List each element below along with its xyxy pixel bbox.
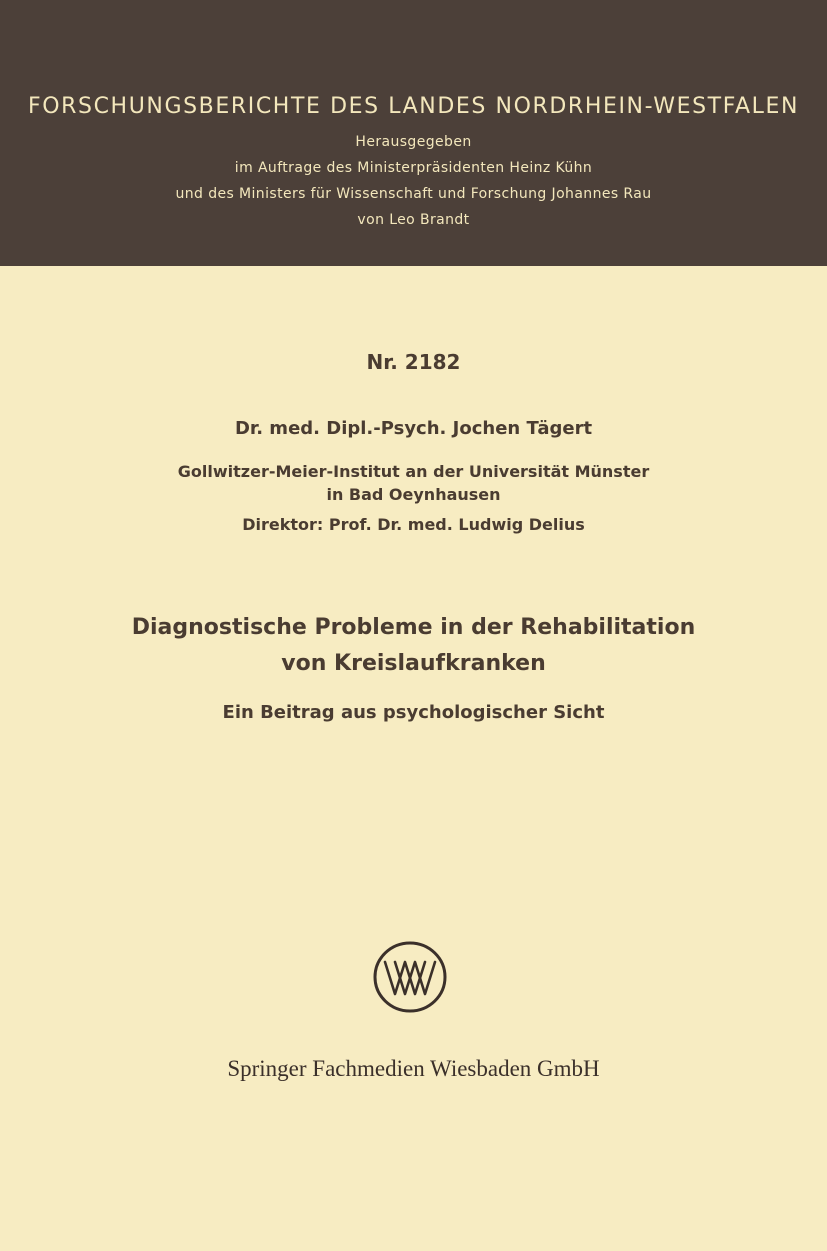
series-title: FORSCHUNGSBERICHTE DES LANDES NORDRHEIN-WESTFALEN: [27, 94, 800, 119]
editor-name: von Leo Brandt: [357, 212, 470, 228]
institution-location: in Bad Oeynhausen: [326, 485, 501, 504]
author-name: Dr. med. Dipl.-Psych. Jochen Tägert: [234, 418, 593, 439]
commission-line: im Auftrage des Ministerpräsidenten Heinz Kühn: [234, 160, 593, 176]
publisher-name: Springer Fachmedien Wiesbaden GmbH: [227, 1056, 600, 1081]
book-subtitle: Ein Beitrag aus psychologischer Sicht: [222, 702, 605, 723]
editor-label: Herausgegeben: [355, 134, 472, 150]
series-header-band: [0, 0, 827, 266]
book-title-line2: von Kreislaufkranken: [281, 651, 546, 676]
institution-name: Gollwitzer-Meier-Institut an der Universität Münster: [177, 462, 650, 481]
publisher-logo-icon: [372, 940, 448, 1014]
institute-director: Direktor: Prof. Dr. med. Ludwig Delius: [242, 515, 585, 534]
minister-line: und des Ministers für Wissenschaft und Forschung Johannes Rau: [175, 186, 652, 202]
report-number: Nr. 2182: [366, 350, 461, 374]
book-title-line1: Diagnostische Probleme in der Rehabilitation: [131, 615, 696, 640]
